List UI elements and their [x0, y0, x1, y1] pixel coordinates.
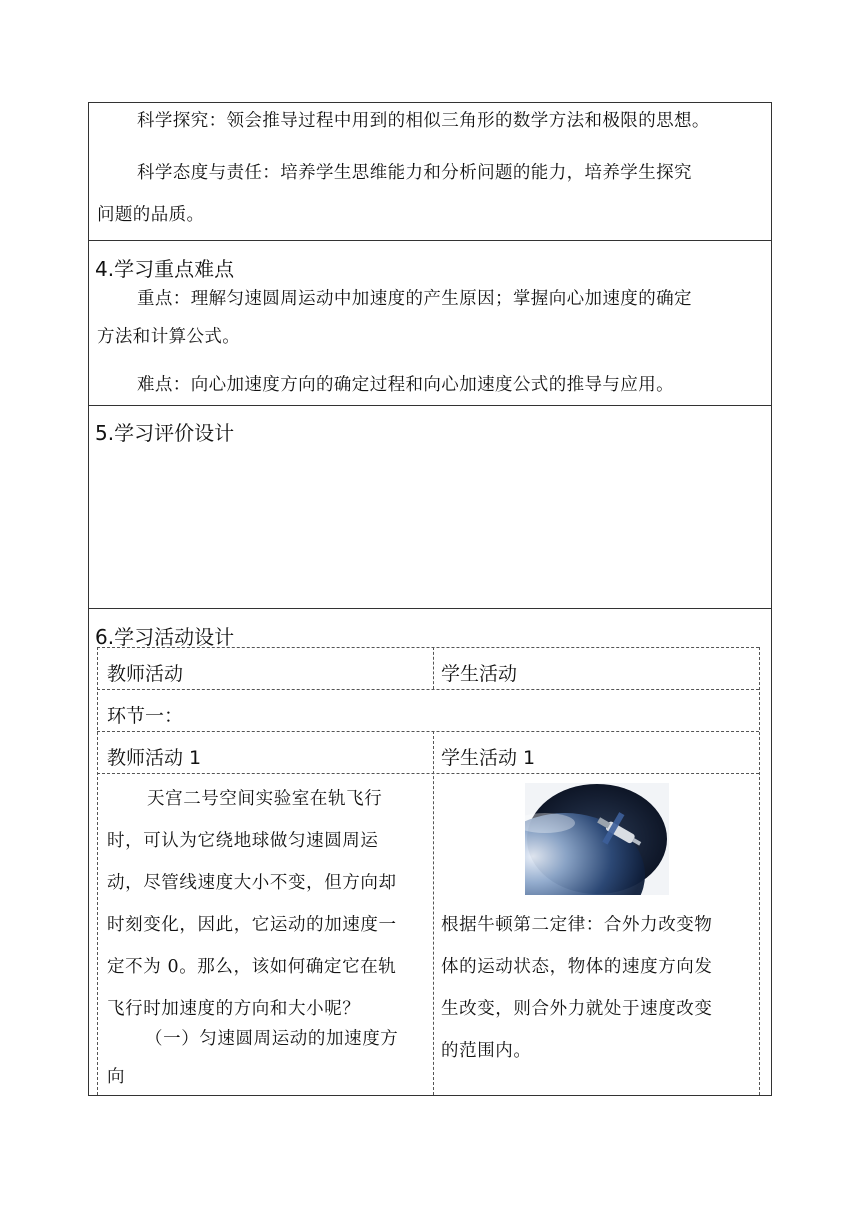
objective-science-inquiry: 科学探究：领会推导过程中用到的相似三角形的数学方法和极限的思想。 — [137, 111, 710, 131]
teacher-text-line: 定不为 0。那么，该如何确定它在轨 — [107, 957, 397, 977]
teacher-text-line: 天宫二号空间实验室在轨飞行 — [147, 789, 383, 809]
teacher-text-line: 飞行时加速度的方向和大小呢？ — [107, 999, 361, 1019]
teacher-text-line: 向 — [107, 1067, 126, 1087]
teacher-text-line: 时，可认为它绕地球做匀速圆周运 — [107, 831, 379, 851]
student-text-line: 的范围内。 — [441, 1041, 532, 1061]
header-student-activity: 学生活动 — [441, 663, 518, 685]
section-heading-evaluation: 5.学习评价设计 — [95, 421, 235, 445]
student-text-line: 根据牛顿第二定律：合外力改变物 — [441, 915, 713, 935]
row-divider — [89, 405, 771, 406]
teacher-activity-title: 教师活动 1 — [107, 747, 202, 769]
teacher-text-line: 动，尽管线速度大小不变，但方向却 — [107, 873, 397, 893]
objective-attitude-line1: 科学态度与责任：培养学生思维能力和分析问题的能力，培养学生探究 — [137, 163, 692, 183]
key-point-line1: 重点：理解匀速圆周运动中加速度的产生原因；掌握向心加速度的确定 — [137, 289, 692, 309]
key-point-line2: 方法和计算公式。 — [97, 327, 241, 347]
document-table — [88, 102, 772, 1096]
activity-table — [97, 647, 759, 1095]
row-divider — [89, 608, 771, 609]
teacher-text-line: （一）匀速圆周运动的加速度方 — [145, 1029, 399, 1049]
objective-attitude-line2: 问题的品质。 — [97, 205, 205, 225]
student-text-line: 体的运动状态，物体的速度方向发 — [441, 957, 713, 977]
section-heading-key-points: 4.学习重点难点 — [95, 257, 235, 281]
header-teacher-activity: 教师活动 — [107, 663, 184, 685]
space-station-image — [525, 783, 669, 895]
teacher-text-line: 时刻变化，因此，它运动的加速度一 — [107, 915, 397, 935]
section-heading-activities: 6.学习活动设计 — [95, 625, 235, 649]
student-text-line: 生改变，则合外力就处于速度改变 — [441, 999, 713, 1019]
stage-label: 环节一： — [107, 705, 184, 727]
row-divider — [89, 240, 771, 241]
difficulty-line: 难点：向心加速度方向的确定过程和向心加速度公式的推导与应用。 — [137, 375, 674, 395]
student-activity-title: 学生活动 1 — [441, 747, 536, 769]
